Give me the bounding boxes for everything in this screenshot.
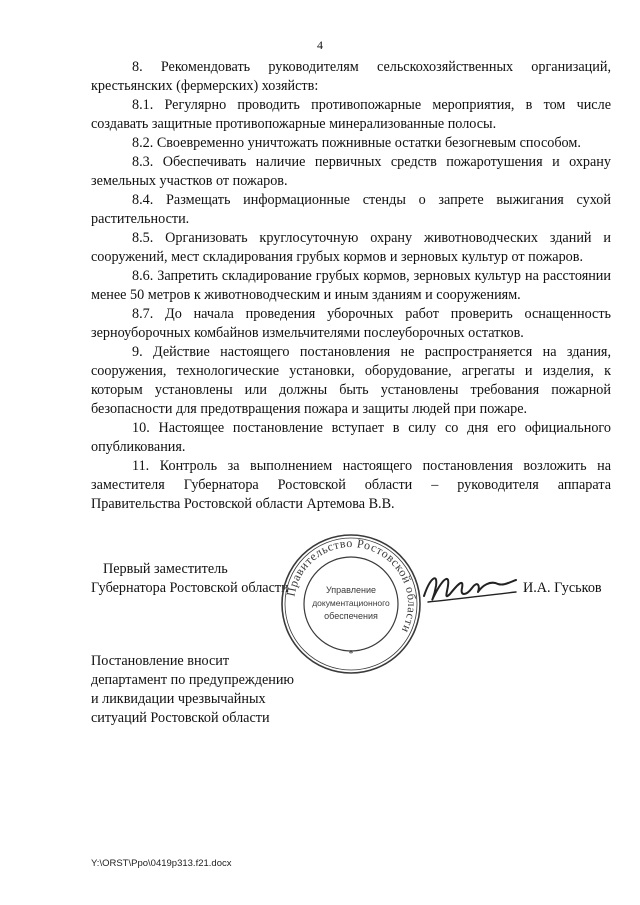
signature-title [91, 560, 289, 598]
handwritten-signature [420, 566, 520, 610]
paragraph-8-4: 8.4. Размещать информационные стенды о запрете выжигания сухой растительности. [91, 192, 611, 227]
paragraph-9: 9. Действие настоящего постановления не распространяется на здания, сооружения, технологические установки, оборудование, агрегаты и изделия, к которым установлены или должны быть установлены требования пожарной безопасности для предотвращения пожара и защиты людей при пожаре. [91, 344, 611, 417]
stamp-inner-line2: документационного [312, 598, 390, 608]
paragraph-8-1: 8.1. Регулярно проводить противопожарные мероприятия, в том числе создавать защитные противопожарные минерализованные полосы. [91, 97, 611, 132]
stamp-outer-text: Правительство Ростовской области [283, 535, 420, 636]
signature-title-line2: Губернатора Ростовской области [91, 580, 289, 596]
paragraph-8-2: 8.2. Своевременно уничтожать пожнивные остатки безогневым способом. [132, 135, 581, 151]
signature-title-line1: Первый заместитель [103, 561, 228, 577]
file-path-footer: Y:\ORST\Ppo\0419p313.f21.docx [91, 858, 232, 869]
paragraph-10: 10. Настоящее постановление вступает в силу со дня его официального опубликования. [91, 420, 611, 455]
submitter-line1: Постановление вносит [91, 653, 230, 669]
paragraph-8-3: 8.3. Обеспечивать наличие первичных средств пожаротушения и охрану земельных участков от пожаров. [91, 154, 611, 189]
stamp-inner-line1: Управление [325, 585, 377, 595]
submitter-block [91, 652, 294, 728]
official-stamp [280, 533, 422, 675]
submitter-line3: и ликвидации чрезвычайных [91, 691, 266, 707]
paragraph-11: 11. Контроль за выполнением настоящего постановления возложить на заместителя Губернатора Ростовской области – руководителя аппарата Правительства Ростовской области Артемова В.В. [91, 458, 611, 512]
stamp-inner-line3: обеспечения [324, 611, 378, 621]
paragraph-8: 8. Рекомендовать руководителям сельскохозяйственных организаций, крестьянских (фермерских) хозяйств: [91, 59, 611, 94]
paragraph-8-7: 8.7. До начала проведения уборочных работ проверить оснащенность зерноуборочных комбайнов измельчителями послеуборочных остатков. [91, 306, 611, 341]
submitter-line4: ситуаций Ростовской области [91, 710, 270, 726]
signer-name: И.А. Гуськов [523, 580, 602, 596]
paragraph-8-6: 8.6. Запретить складирование грубых кормов, зерновых культур на расстоянии менее 50 метров к животноводческим и иным зданиям и сооружениям. [91, 268, 611, 303]
document-body [91, 58, 611, 514]
page-number: 4 [317, 38, 323, 52]
svg-text:*: * [348, 649, 354, 660]
paragraph-8-5: 8.5. Организовать круглосуточную охрану животноводческих зданий и сооружений, мест складирования грубых кормов и зерновых культур от пожаров. [91, 230, 611, 265]
stamp-seal-icon [280, 533, 422, 675]
submitter-line2: департамент по предупреждению [91, 672, 295, 688]
